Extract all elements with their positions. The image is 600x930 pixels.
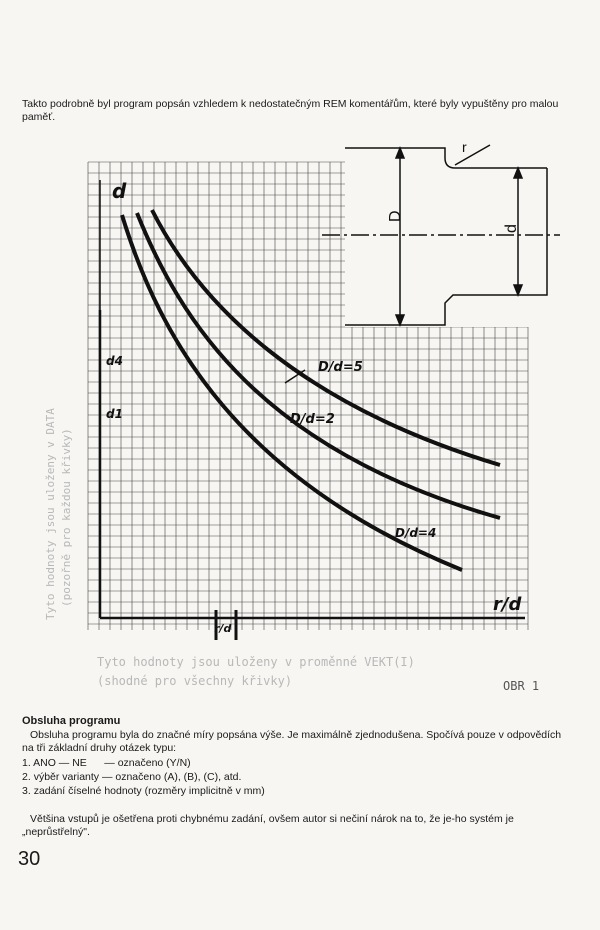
curve-label-ratio-2: D/d=2 bbox=[290, 412, 335, 427]
dim-r-label: r bbox=[462, 140, 467, 155]
list-item: 2. výběr varianty — označeno (A), (B), (C), atd. bbox=[22, 771, 242, 783]
dim-D-label: D bbox=[387, 210, 404, 222]
page-number: 30 bbox=[18, 848, 41, 870]
y-tick-label-d4: d4 bbox=[106, 354, 123, 368]
section-title: Obsluha programu bbox=[22, 715, 121, 727]
question-type-list bbox=[22, 756, 265, 798]
y-axis-label: d bbox=[112, 179, 127, 203]
vertical-note-line1: Tyto hodnoty jsou uloženy v DATA bbox=[44, 408, 57, 620]
vertical-note-line2: (pozořně pro každou křivky) bbox=[60, 428, 73, 607]
shaft-diagram bbox=[322, 145, 560, 327]
list-item: 3. zadání číselné hodnoty (rozměry implicitně v mm) bbox=[22, 785, 265, 797]
y-tick-label-d1: d1 bbox=[106, 407, 123, 421]
list-item: 1. ANO — NE — označeno (Y/N) bbox=[22, 757, 191, 769]
dim-d-label: d bbox=[503, 224, 520, 233]
curve-label-ratio-5: D/d=5 bbox=[318, 360, 363, 375]
x-tick-label: r/d bbox=[214, 622, 232, 635]
figure-caption: OBR 1 bbox=[503, 679, 540, 693]
paragraph-2: Většina vstupů je ošetřena proti chybnému zadání, ovšem autor si nečiní nárok na to, že je-ho systém je „neprůstřelný". bbox=[22, 813, 514, 838]
stress-concentration-figure bbox=[0, 140, 600, 680]
paragraph-1: Obsluha programu byla do značné míry popsána výše. Je maximálně zjednodušena. Spočívá pouze v odpovědích na tři základní druhy otázek typu: bbox=[22, 729, 562, 754]
horizontal-note-line2: (shodné pro všechny křivky) bbox=[97, 674, 293, 688]
curve-label-ratio-4: D/d=4 bbox=[395, 526, 437, 540]
horizontal-note-line1: Tyto hodnoty jsou uloženy v proměnné VEKT(I) bbox=[97, 655, 415, 669]
x-axis-label: r/d bbox=[493, 594, 522, 615]
intro-paragraph: Takto podrobně byl program popsán vzhledem k nedostatečným REM komentářům, které byly vypuštěny pro malou paměť. bbox=[22, 98, 559, 123]
